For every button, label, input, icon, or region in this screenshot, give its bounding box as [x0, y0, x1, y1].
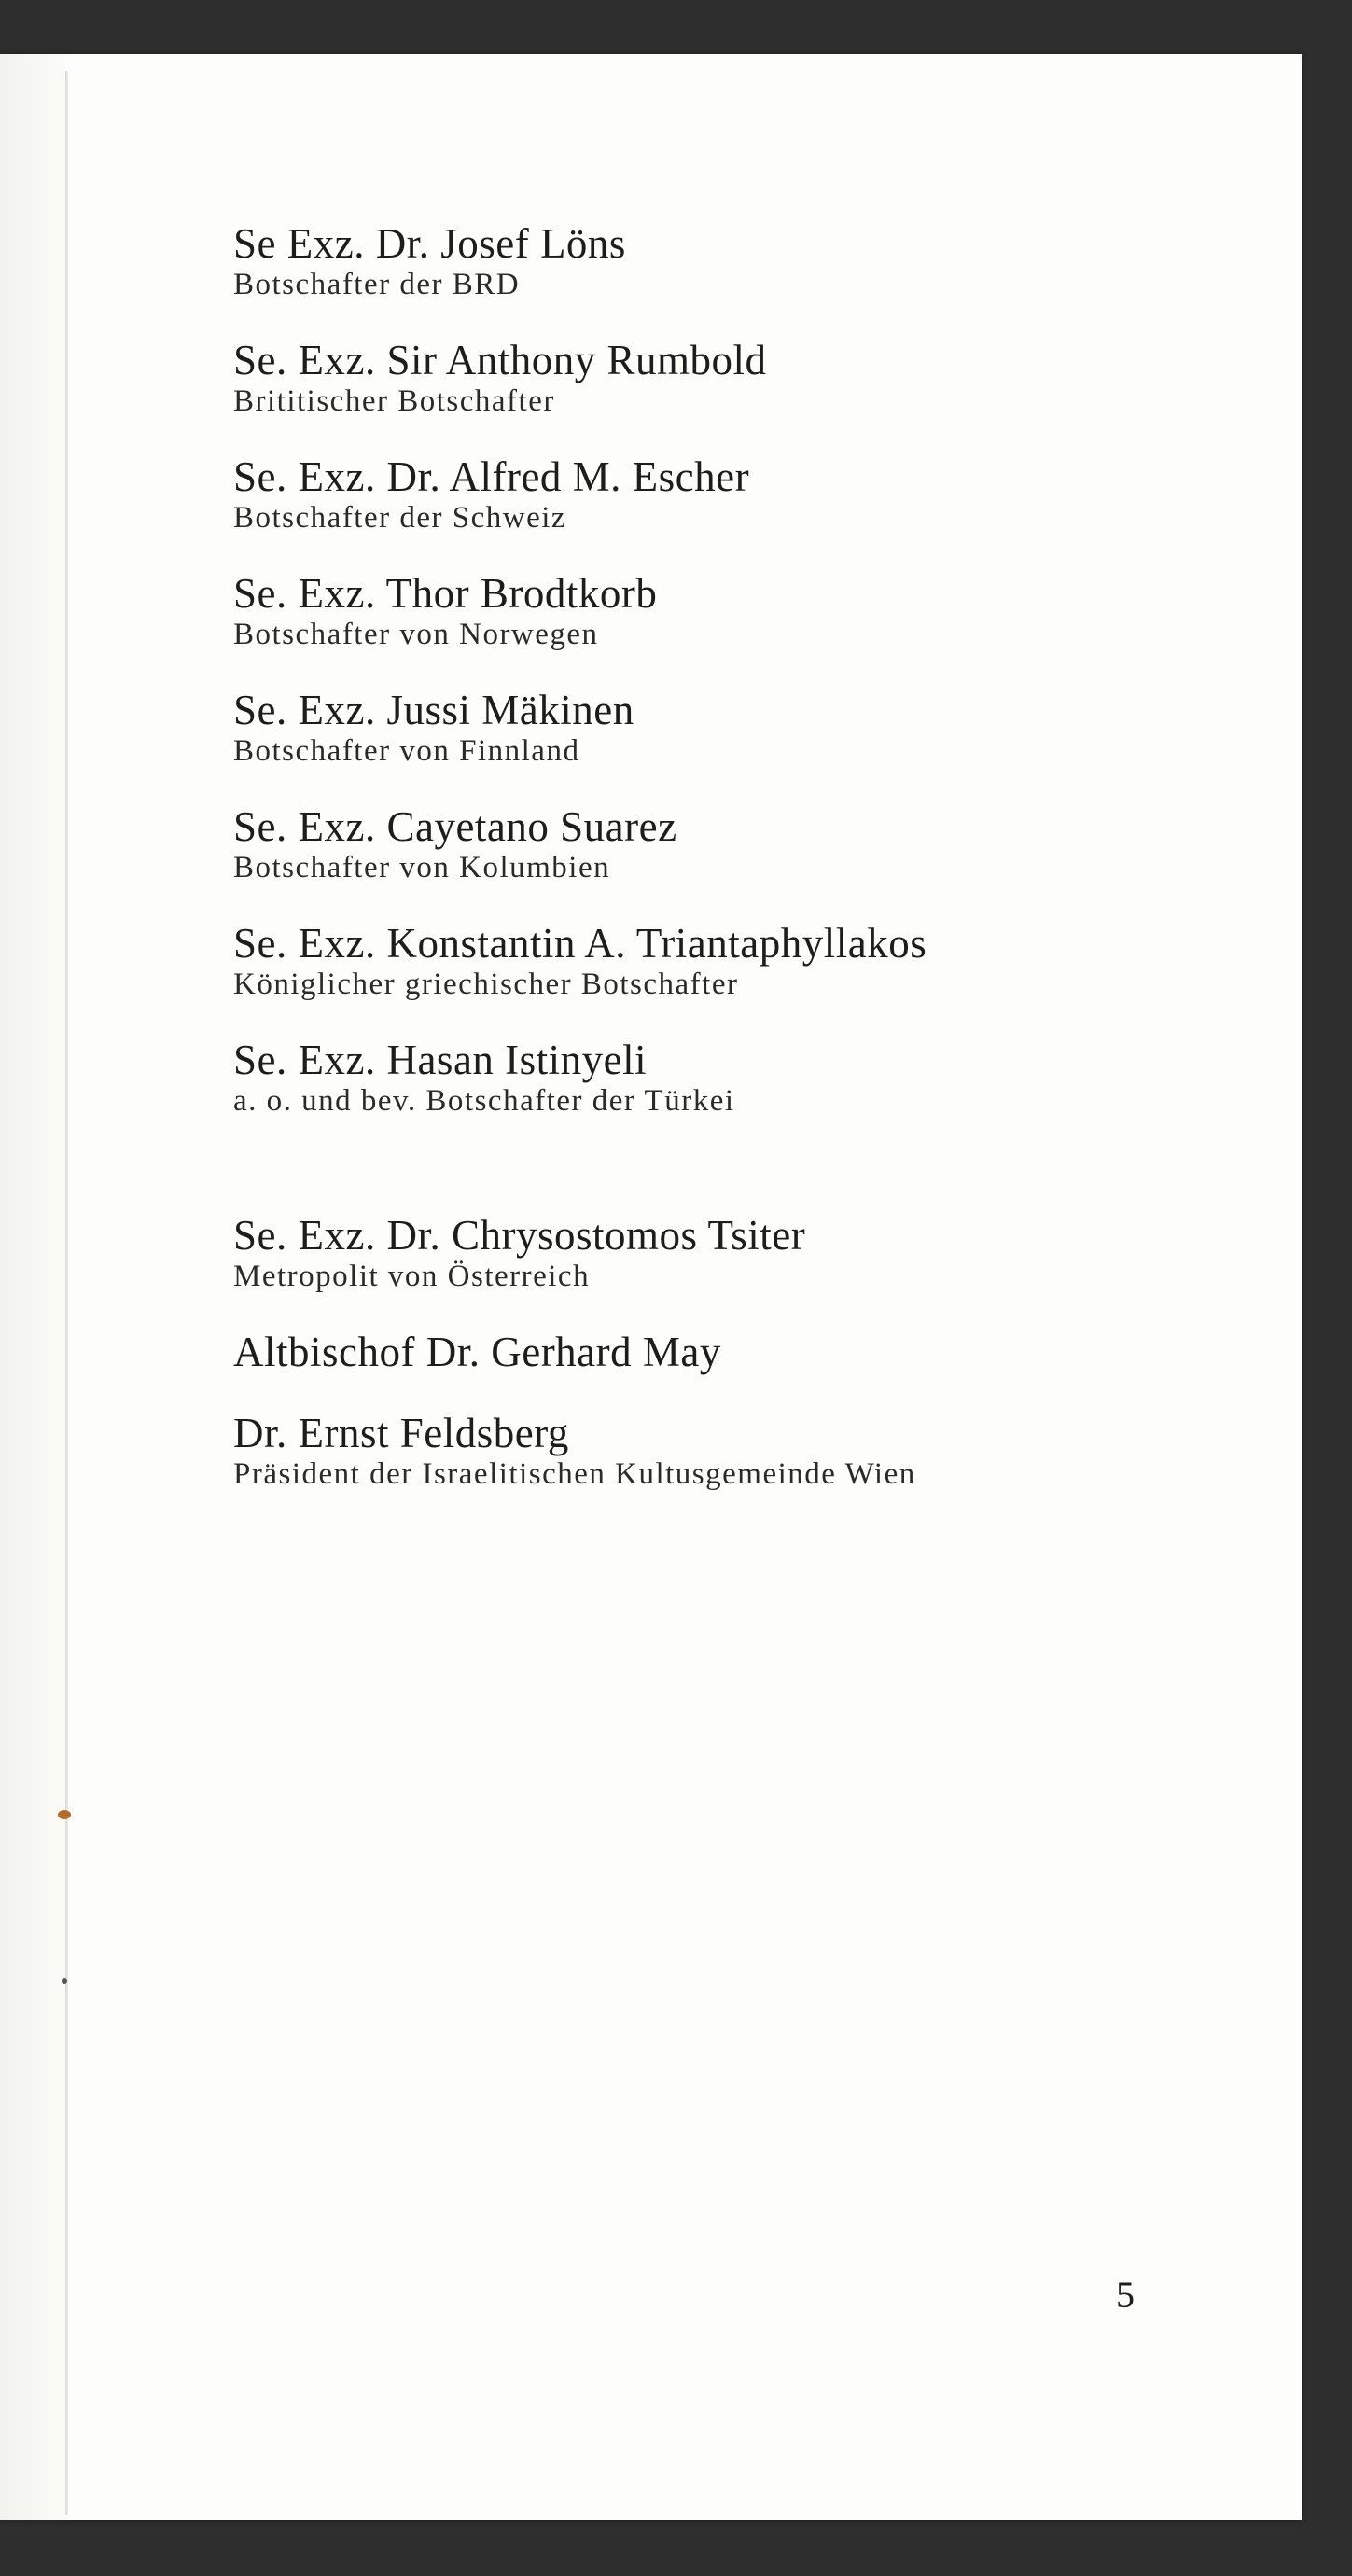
entry-name: Se. Exz. Sir Anthony Rumbold: [233, 337, 767, 383]
entry-name: Se. Exz. Hasan Istinyeli: [233, 1037, 648, 1083]
list-item: [233, 1212, 1260, 1294]
list-item: [233, 337, 1260, 419]
entry-name: Se Exz. Dr. Josef Löns: [233, 220, 626, 267]
binding-gutter: [65, 71, 68, 2515]
entry-title: Botschafter der BRD: [233, 268, 521, 301]
entry-title: Botschafter von Finnland: [233, 734, 580, 768]
list-item: [233, 1329, 1260, 1375]
entry-title: Brititischer Botschafter: [233, 384, 555, 418]
entry-name: Dr. Ernst Feldsberg: [233, 1410, 569, 1456]
list-item: [233, 570, 1260, 652]
entry-title: Botschafter von Kolumbien: [233, 851, 611, 884]
entry-name: Se. Exz. Cayetano Suarez: [233, 803, 677, 850]
list-item: [233, 687, 1260, 769]
entry-name: Se. Exz. Dr. Alfred M. Escher: [233, 453, 750, 500]
entry-title: Botschafter der Schweiz: [233, 501, 567, 535]
previous-page-edge: [0, 54, 65, 2520]
rust-stain-mark: [58, 1810, 71, 1819]
list-item: [233, 220, 1260, 302]
entry-title: a. o. und bev. Botschafter der Türkei: [233, 1084, 735, 1118]
entry-title: Botschafter von Norwegen: [233, 618, 599, 651]
entry-title: Metropolit von Österreich: [233, 1260, 591, 1293]
page-number: 5: [1116, 2274, 1135, 2316]
list-item: [233, 1037, 1260, 1119]
guest-list: [233, 220, 1260, 1526]
document-page: [0, 54, 1302, 2520]
entry-name: Se. Exz. Dr. Chrysostomos Tsiter: [233, 1212, 806, 1259]
list-item: [233, 453, 1260, 536]
entry-name: Se. Exz. Jussi Mäkinen: [233, 687, 634, 733]
entry-name: Altbischof Dr. Gerhard May: [233, 1329, 721, 1375]
entry-name: Se. Exz. Thor Brodtkorb: [233, 570, 658, 617]
entry-title: Königlicher griechischer Botschafter: [233, 968, 739, 1001]
ink-speck-mark: [62, 1978, 67, 1984]
entry-name: Se. Exz. Konstantin A. Triantaphyllakos: [233, 920, 927, 967]
entry-title: Präsident der Israelitischen Kultusgemeinde Wien: [233, 1457, 916, 1491]
list-item: [233, 1410, 1260, 1492]
list-item: [233, 920, 1260, 1002]
list-item: [233, 803, 1260, 885]
